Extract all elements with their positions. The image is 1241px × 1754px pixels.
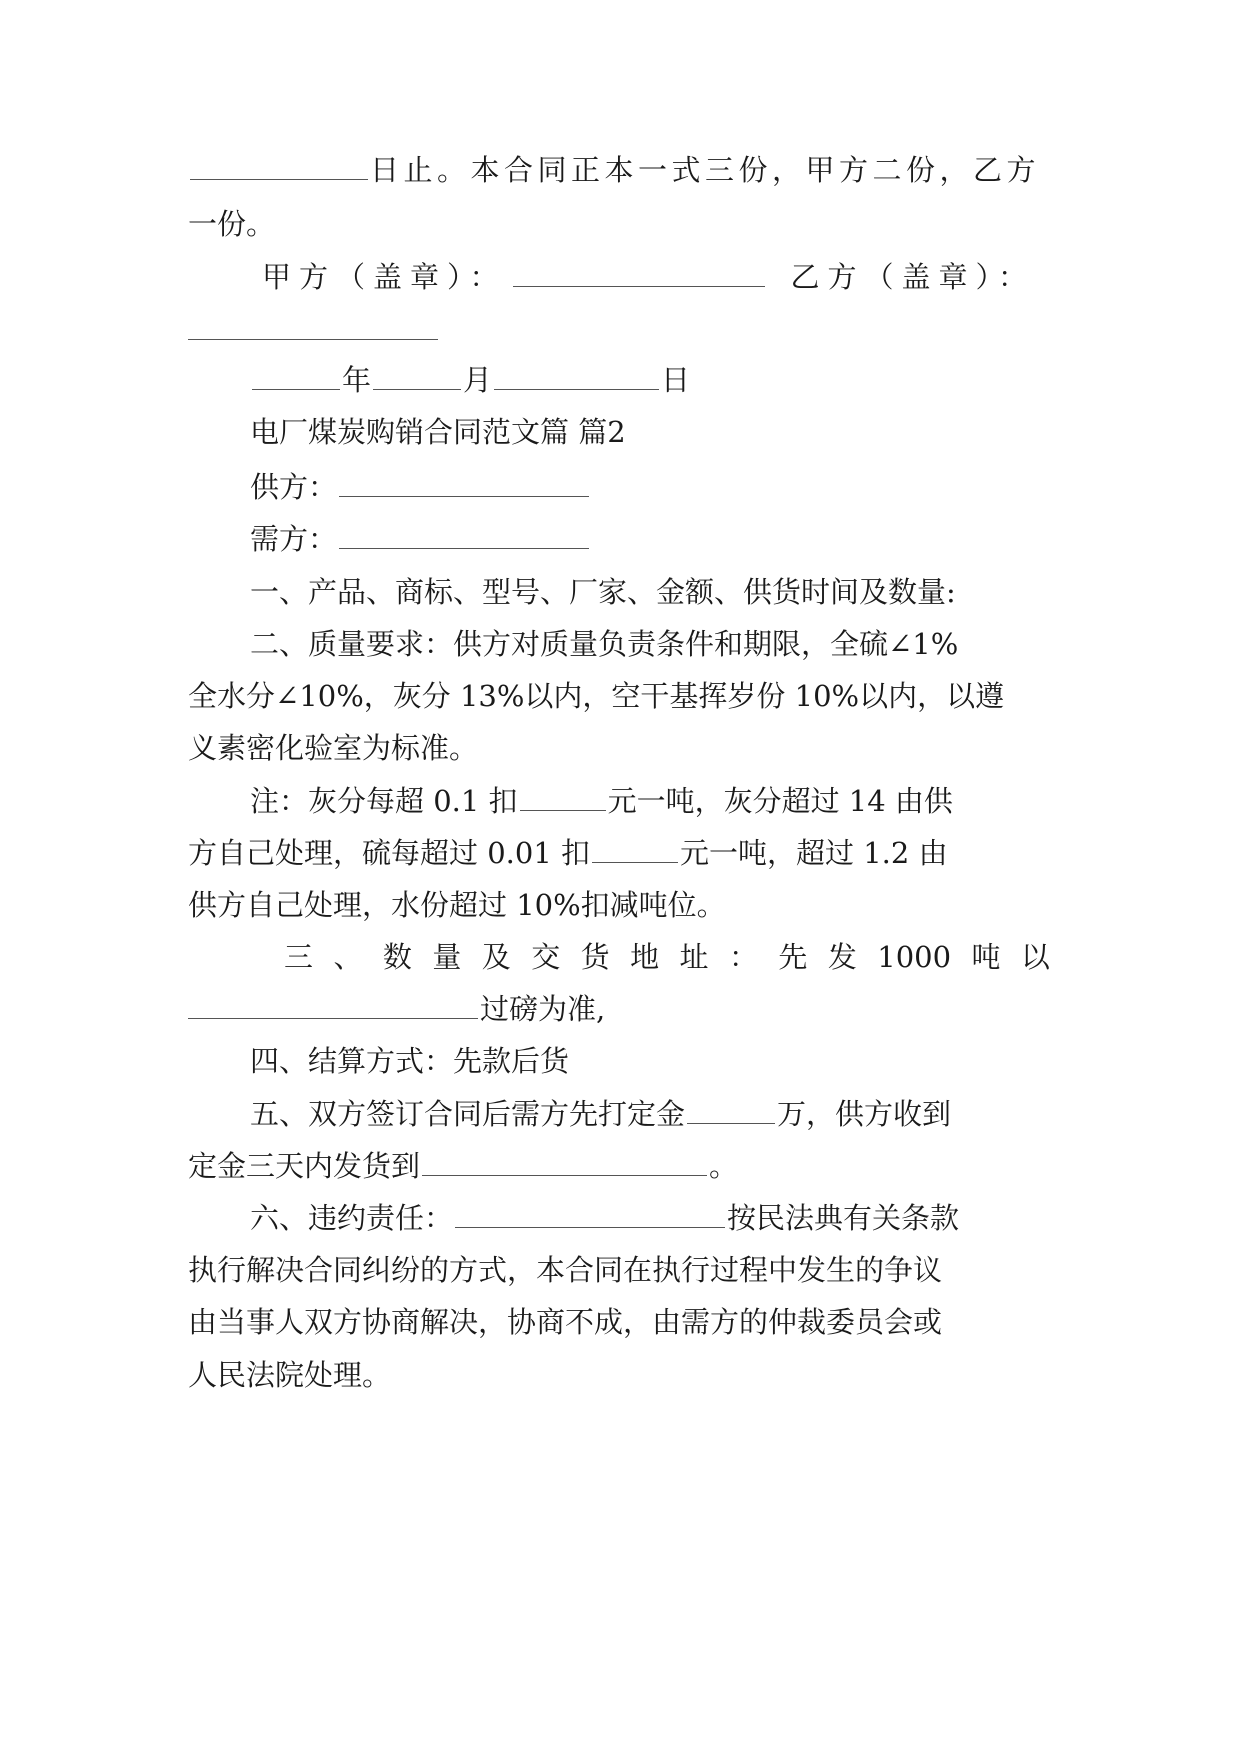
note-line-1 xyxy=(250,781,953,821)
year-label: 年 xyxy=(342,363,372,397)
text-line-1 xyxy=(188,150,1040,190)
clause-2-cont-2 xyxy=(188,728,478,768)
blank-line xyxy=(188,992,478,1019)
clause-3-char: 先 xyxy=(778,940,808,974)
line-text: 元一吨，灰分超过 14 由供 xyxy=(607,784,953,818)
clause-3-char: 吨 xyxy=(971,940,1001,974)
clause-3-char: ： xyxy=(728,940,758,974)
note-line-2 xyxy=(188,833,948,873)
section-title xyxy=(250,412,626,452)
clause-6-cont-1 xyxy=(188,1250,942,1290)
note-line-3 xyxy=(188,885,726,925)
line-text: 由当事人双方协商解决，协商不成，由需方的仲裁委员会或 xyxy=(188,1305,943,1339)
line-text: 定金三天内发货到 xyxy=(188,1149,421,1183)
buyer-blank xyxy=(339,522,589,549)
clause-2-cont-1 xyxy=(188,676,1004,716)
clause-4 xyxy=(250,1041,569,1081)
line-text: 万，供方收到 xyxy=(777,1097,952,1131)
line-text: 二、质量要求：供方对质量负责条件和期限，全硫∠1% xyxy=(250,627,959,661)
text-line-2 xyxy=(188,204,275,244)
clause-6-cont-2 xyxy=(188,1302,942,1342)
clause-3-char: 及 xyxy=(481,940,511,974)
line-text: 五、双方签订合同后需方先打定金 xyxy=(250,1097,686,1131)
day-label: 日 xyxy=(661,363,691,397)
line-text: 注：灰分每超 0.1 扣 xyxy=(250,784,518,818)
party-a-seal-label: 甲方（盖章）： xyxy=(262,260,507,294)
party-b-seal-blank-line xyxy=(188,310,438,350)
line-text: 供方自己处理，水份超过 10%扣减吨位。 xyxy=(188,888,726,922)
signature-line xyxy=(262,257,1035,297)
party-b-seal-label: 乙方（盖章）： xyxy=(790,260,1036,294)
clause-3-char: 交 xyxy=(531,940,561,974)
line-text: 全水分∠10%，灰分 13%以内，空干基挥岁份 10%以内，以遵 xyxy=(188,679,1005,713)
line-text: 按民法典有关条款 xyxy=(727,1201,960,1235)
clause-3-char: 三 xyxy=(284,940,314,974)
day-blank xyxy=(494,363,659,390)
party-b-seal-blank xyxy=(188,313,438,340)
blank-line xyxy=(190,153,368,180)
clause-6-cont-3 xyxy=(188,1355,391,1395)
line-text: 电厂煤炭购销合同范文篇 篇2 xyxy=(250,415,626,449)
date-line xyxy=(250,360,690,400)
line-text: 方自己处理，硫每超过 0.01 扣 xyxy=(188,836,591,870)
clause-3-char: 货 xyxy=(580,940,610,974)
clause-5-cont xyxy=(188,1146,738,1186)
supplier-label: 供方： xyxy=(250,470,338,504)
clause-3 xyxy=(284,937,1050,977)
buyer-label: 需方： xyxy=(250,522,338,556)
clause-3-char: 址 xyxy=(679,940,709,974)
line-text: 义素密化验室为标准。 xyxy=(188,731,479,765)
month-blank xyxy=(373,363,461,390)
deposit-blank xyxy=(687,1097,775,1124)
line-text: 执行解决合同纠纷的方式，本合同在执行过程中发生的争议 xyxy=(188,1253,943,1287)
clause-6 xyxy=(250,1198,959,1238)
clause-3-char: 以 xyxy=(1020,940,1050,974)
clause-3-char: 、 xyxy=(333,940,363,974)
liability-blank xyxy=(455,1201,725,1228)
line-text: 日止。本合同正本一式三份，甲方二份，乙方 xyxy=(370,153,1041,187)
line-text: 人民法院处理。 xyxy=(188,1358,392,1392)
line-text: 元一吨，超过 1.2 由 xyxy=(680,836,948,870)
blank-line xyxy=(592,836,678,863)
line-text: 一份。 xyxy=(188,207,276,241)
destination-blank xyxy=(422,1149,707,1176)
line-text: 四、结算方式：先款后货 xyxy=(250,1044,570,1078)
clause-3-char: 发 xyxy=(827,940,857,974)
line-text: 一、产品、商标、型号、厂家、金额、供货时间及数量: xyxy=(250,575,956,609)
buyer-line xyxy=(250,519,591,559)
supplier-line xyxy=(250,467,591,507)
clause-3-char: 量 xyxy=(432,940,462,974)
clause-1 xyxy=(250,572,956,612)
clause-5 xyxy=(250,1094,951,1134)
line-text: 。 xyxy=(709,1149,739,1183)
clause-3-char: 地 xyxy=(630,940,660,974)
clause-3-char: 1000 xyxy=(877,940,952,974)
line-text: 过磅为准, xyxy=(480,992,606,1026)
line-text: 六、违约责任： xyxy=(250,1201,454,1235)
clause-3-char: 数 xyxy=(382,940,412,974)
clause-2 xyxy=(250,624,958,664)
year-blank xyxy=(252,363,340,390)
supplier-blank xyxy=(339,470,589,497)
party-a-seal-blank xyxy=(513,260,765,287)
month-label: 月 xyxy=(463,363,493,397)
clause-3-cont xyxy=(188,989,605,1029)
blank-line xyxy=(520,784,606,811)
